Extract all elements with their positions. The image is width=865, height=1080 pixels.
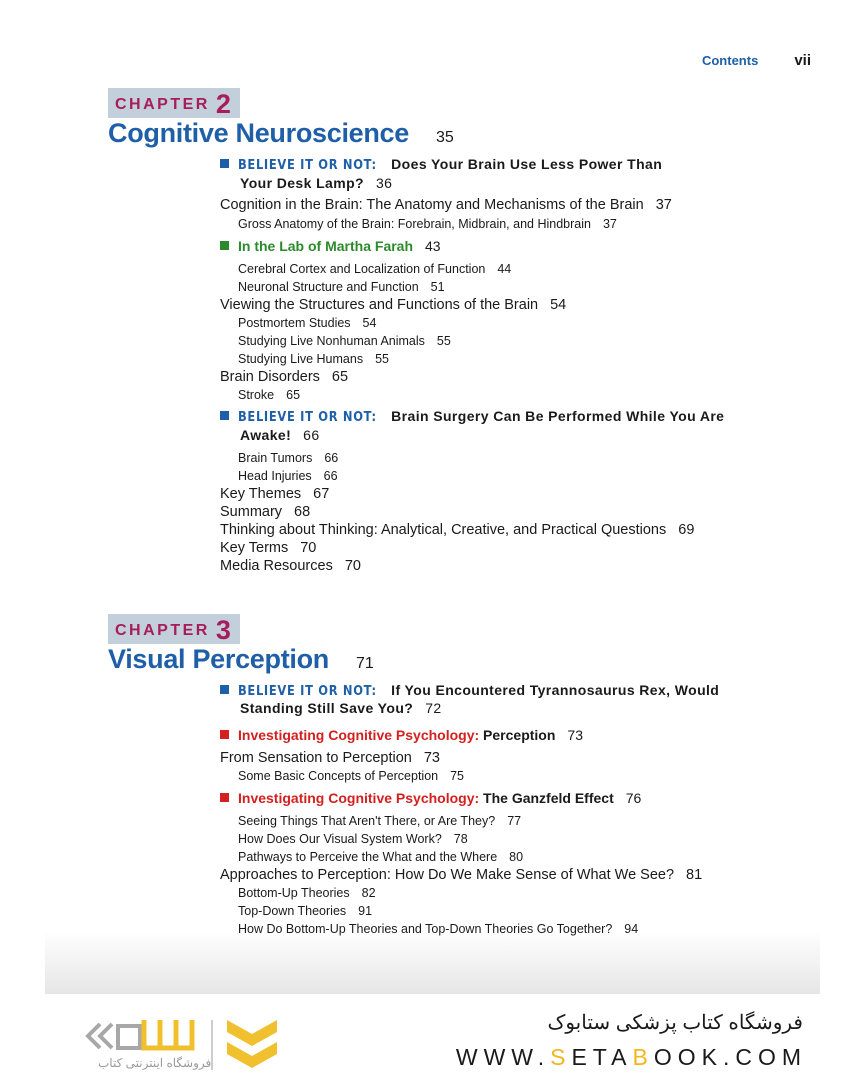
feature-believe-it-or-not — [220, 156, 662, 173]
toc-entry[interactable] — [220, 750, 440, 766]
entry-page: 73 — [567, 727, 583, 743]
entry-text: Stroke — [238, 388, 275, 402]
entry-text: Postmortem Studies — [238, 316, 351, 330]
toc-entry[interactable] — [220, 486, 329, 502]
running-head-section: Contents — [701, 53, 759, 68]
url-part: WWW. — [455, 1044, 551, 1070]
toc-entry[interactable] — [220, 197, 672, 213]
url-part: ETA — [571, 1044, 633, 1070]
entry-text: Cerebral Cortex and Localization of Function — [238, 262, 486, 276]
entry-text: Key Terms — [220, 540, 289, 556]
url-part: B — [632, 1044, 654, 1070]
chapter-title-text: Visual Perception — [108, 644, 329, 674]
toc-entry[interactable] — [220, 540, 316, 556]
entry-page: 65 — [331, 369, 349, 385]
entry-text: Top-Down Theories — [238, 904, 347, 918]
feature-text-line2 — [240, 427, 320, 443]
entry-page: 66 — [324, 451, 339, 465]
entry-page: 55 — [375, 352, 389, 366]
feature-label: Investigating Cognitive Psychology: — [238, 727, 480, 743]
feature-lab[interactable] — [220, 238, 441, 254]
entry-text: Summary — [220, 504, 283, 520]
feature-text-line2 — [240, 175, 392, 191]
entry-page: 43 — [425, 238, 441, 254]
entry-page: 67 — [313, 486, 330, 502]
entry-page: 82 — [361, 886, 376, 900]
entry-text: Head Injuries — [238, 469, 312, 483]
square-bullet-icon — [220, 159, 229, 168]
toc-entry[interactable] — [238, 316, 376, 330]
feature-believe-it-or-not — [220, 408, 724, 425]
toc-entry[interactable] — [220, 297, 566, 313]
page-shadow — [45, 930, 820, 994]
entry-text: Bottom-Up Theories — [238, 886, 350, 900]
toc-entry[interactable] — [238, 814, 521, 828]
entry-text: Viewing the Structures and Functions of the Brain — [220, 297, 539, 313]
entry-text: How Does Our Visual System Work? — [238, 832, 442, 846]
entry-text: Thinking about Thinking: Analytical, Creative, and Practical Questions — [220, 522, 667, 538]
feature-text-line2 — [240, 700, 442, 716]
square-bullet-icon — [220, 241, 229, 250]
feature-text: In the Lab of Martha Farah — [238, 238, 414, 254]
toc-entry[interactable] — [238, 850, 523, 864]
toc-entry[interactable] — [238, 922, 638, 936]
feature-label: BELIEVE IT OR NOT: — [238, 683, 377, 699]
entry-page: 66 — [303, 427, 320, 443]
chapter-title — [108, 118, 454, 149]
feature-label: Investigating Cognitive Psychology: — [238, 790, 480, 806]
toc-entry[interactable] — [220, 369, 348, 385]
toc-entry[interactable] — [220, 558, 361, 574]
logo-tagline: فروشگاه اینترنتی کتاب — [98, 1056, 212, 1070]
entry-page: 54 — [362, 316, 377, 330]
entry-page: 94 — [624, 922, 639, 936]
store-url[interactable] — [456, 1044, 807, 1071]
url-part: S — [550, 1044, 572, 1070]
chapter-label-box — [108, 88, 240, 118]
toc-entry[interactable] — [238, 469, 338, 483]
entry-text: Seeing Things That Aren't There, or Are They? — [238, 814, 496, 828]
feature-text-cont: Standing Still Save You? — [240, 700, 414, 716]
toc-entry[interactable] — [220, 504, 310, 520]
chapter-page: 35 — [436, 129, 454, 146]
entry-text: Some Basic Concepts of Perception — [238, 769, 439, 783]
feature-label: BELIEVE IT OR NOT: — [238, 409, 377, 425]
square-bullet-icon — [220, 685, 229, 694]
entry-page: 65 — [286, 388, 301, 402]
toc-entry[interactable] — [238, 769, 464, 783]
entry-text: Brain Tumors — [238, 451, 313, 465]
page-number: vii — [794, 52, 811, 69]
toc-entry[interactable] — [238, 904, 372, 918]
entry-page: 37 — [602, 217, 617, 231]
toc-entry[interactable] — [238, 388, 300, 402]
feature-text: Perception — [483, 727, 556, 743]
chapter-number: 2 — [215, 89, 231, 119]
entry-page: 70 — [344, 558, 361, 574]
toc-entry[interactable] — [238, 334, 451, 348]
chapter-title — [108, 644, 374, 675]
toc-entry[interactable] — [238, 886, 376, 900]
store-name: فروشگاه کتاب پزشکی ستابوک — [547, 1012, 803, 1034]
running-head — [702, 52, 811, 69]
entry-text: Key Themes — [220, 486, 302, 502]
entry-page: 72 — [425, 700, 442, 716]
entry-page: 66 — [323, 469, 338, 483]
entry-text: Pathways to Perceive the What and the Where — [238, 850, 498, 864]
entry-text: Gross Anatomy of the Brain: Forebrain, Midbrain, and Hindbrain — [238, 217, 591, 231]
toc-entry[interactable] — [220, 522, 694, 538]
entry-text: How Do Bottom-Up Theories and Top-Down Theories Go Together? — [238, 922, 613, 936]
square-bullet-icon — [220, 730, 229, 739]
feature-text: Does Your Brain Use Less Power Than — [391, 156, 663, 172]
entry-page: 80 — [509, 850, 524, 864]
toc-entry[interactable] — [238, 832, 468, 846]
feature-text-cont: Awake! — [240, 427, 292, 443]
entry-page: 68 — [294, 504, 311, 520]
entry-page: 76 — [625, 790, 642, 806]
entry-page: 75 — [450, 769, 465, 783]
chapter-page: 71 — [356, 655, 374, 672]
entry-page: 44 — [497, 262, 512, 276]
feature-investigating[interactable] — [220, 727, 583, 743]
url-part: OOK.COM — [653, 1044, 807, 1070]
entry-page: 36 — [376, 175, 393, 191]
entry-page: 37 — [655, 197, 672, 213]
entry-text: Approaches to Perception: How Do We Make Sense of What We See? — [220, 867, 675, 883]
feature-text: Brain Surgery Can Be Performed While You Are — [391, 408, 725, 424]
feature-text: If You Encountered Tyrannosaurus Rex, Would — [391, 682, 720, 698]
entry-page: 51 — [430, 280, 445, 294]
feature-text-cont: Your Desk Lamp? — [240, 175, 364, 191]
entry-page: 70 — [300, 540, 317, 556]
square-bullet-icon — [220, 793, 229, 802]
entry-page: 77 — [507, 814, 522, 828]
chapter-word: CHAPTER — [115, 96, 210, 113]
feature-investigating[interactable] — [220, 790, 641, 806]
entry-text: Studying Live Nonhuman Animals — [238, 334, 425, 348]
entry-text: Media Resources — [220, 558, 333, 574]
entry-page: 55 — [436, 334, 451, 348]
toc-entry[interactable] — [220, 867, 702, 883]
entry-text: From Sensation to Perception — [220, 750, 412, 766]
square-bullet-icon — [220, 411, 229, 420]
toc-entry[interactable] — [238, 451, 338, 465]
feature-text: The Ganzfeld Effect — [483, 790, 614, 806]
toc-entry[interactable] — [238, 262, 511, 276]
chapter-label-box — [108, 614, 240, 644]
entry-page: 91 — [358, 904, 373, 918]
entry-page: 78 — [453, 832, 468, 846]
chapter-word: CHAPTER — [115, 622, 210, 639]
entry-page: 54 — [550, 297, 567, 313]
toc-entry[interactable] — [238, 280, 445, 294]
entry-text: Cognition in the Brain: The Anatomy and Mechanisms of the Brain — [220, 197, 644, 213]
chapter-title-text: Cognitive Neuroscience — [108, 118, 409, 148]
entry-page: 69 — [678, 522, 695, 538]
entry-text: Brain Disorders — [220, 369, 320, 385]
feature-label: BELIEVE IT OR NOT: — [238, 157, 377, 173]
entry-page: 81 — [686, 867, 703, 883]
chapter-number: 3 — [215, 615, 231, 645]
entry-text: Studying Live Humans — [238, 352, 364, 366]
feature-believe-it-or-not — [220, 682, 719, 699]
entry-text: Neuronal Structure and Function — [238, 280, 419, 294]
toc-entry[interactable] — [238, 352, 389, 366]
entry-page: 73 — [423, 750, 440, 766]
toc-entry[interactable] — [238, 217, 617, 231]
